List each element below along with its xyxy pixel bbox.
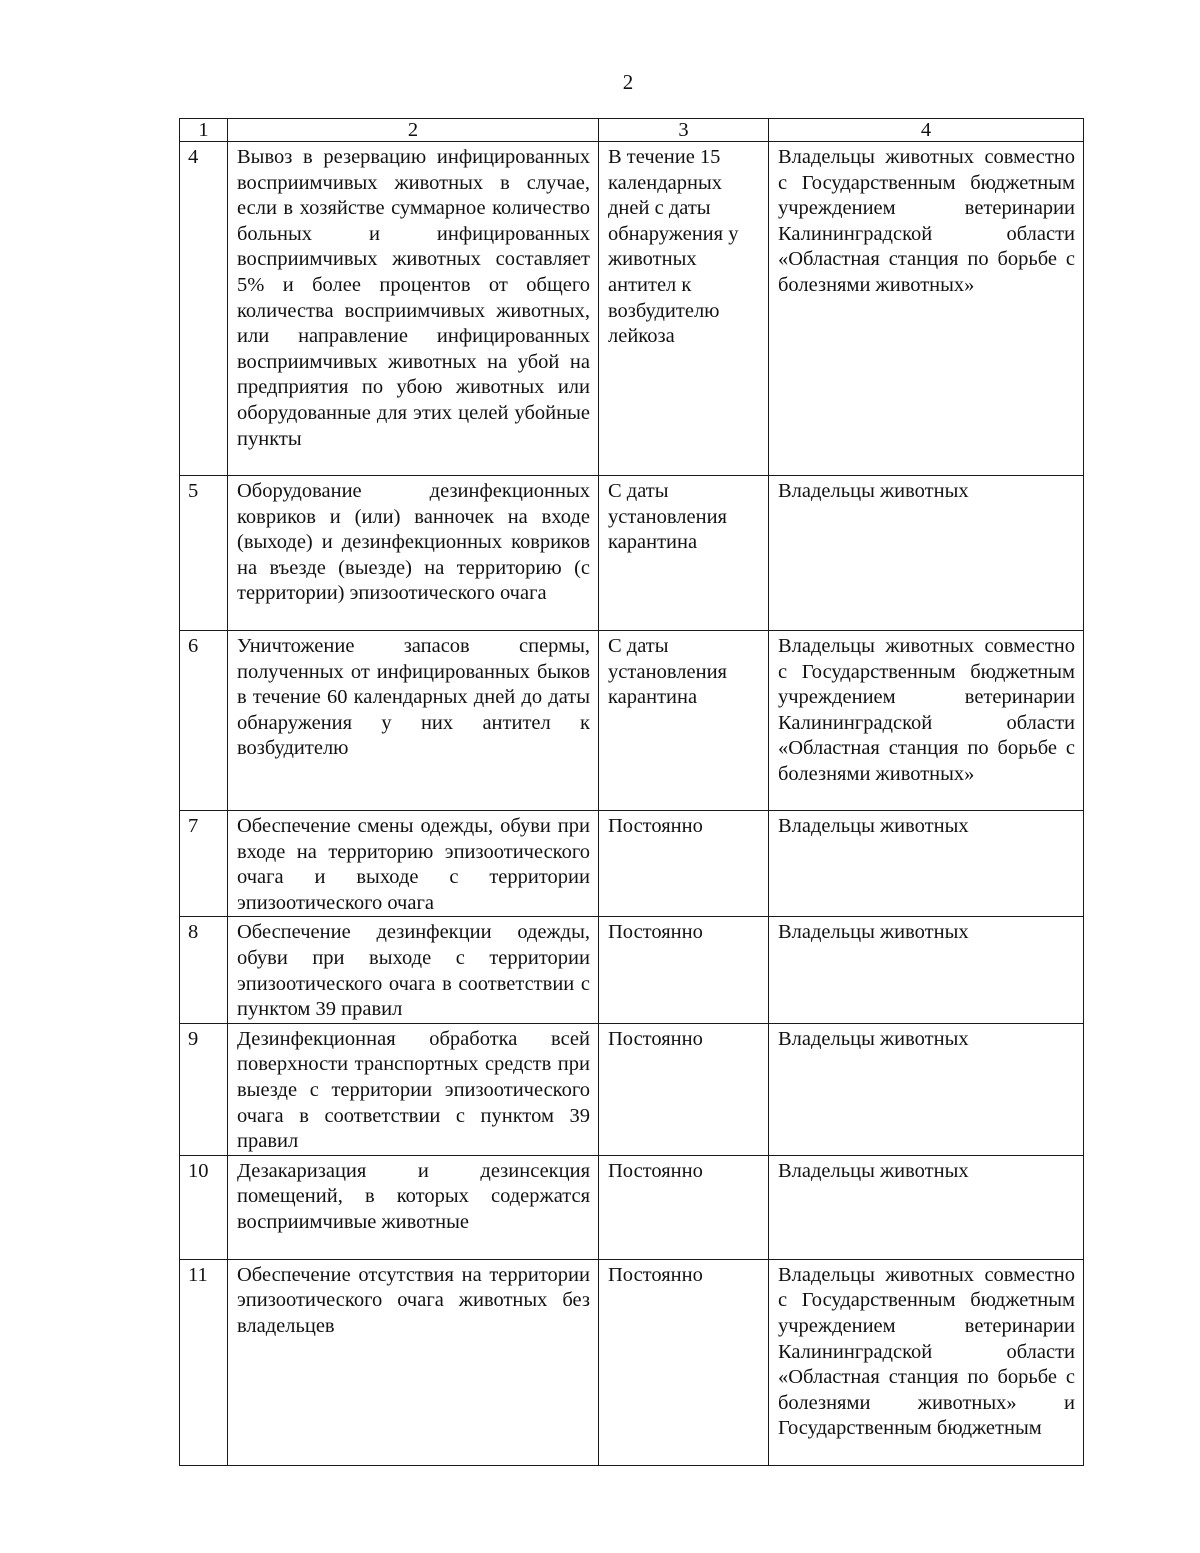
table-row (180, 1259, 1084, 1465)
term-cell: Постоянно (599, 1155, 769, 1259)
table-row (180, 631, 1084, 811)
responsible-cell: Владельцы животных совместно с Государственным бюджетным учреждением ветеринарии Калининградской области «Областная станция по борьбе с болезнями животных» (769, 631, 1084, 811)
table-row (180, 1155, 1084, 1259)
measure-cell: Дезакаризация и дезинсекция помещений, в которых содержатся восприимчивые животные (228, 1155, 599, 1259)
responsible-cell: Владельцы животных (769, 1155, 1084, 1259)
measure-cell: Обеспечение смены одежды, обуви при входе на территорию эпизоотического очага и выходе с территории эпизоотического очага (228, 811, 599, 917)
table-row (180, 917, 1084, 1023)
responsible-cell: Владельцы животных (769, 917, 1084, 1023)
measure-cell: Обеспечение отсутствия на территории эпизоотического очага животных без владельцев (228, 1259, 599, 1465)
table-row (180, 142, 1084, 476)
term-cell: Постоянно (599, 1259, 769, 1465)
table-row (180, 1023, 1084, 1155)
responsible-cell: Владельцы животных совместно с Государственным бюджетным учреждением ветеринарии Калининградской области «Областная станция по борьбе с болезнями животных» (769, 142, 1084, 476)
table-row (180, 476, 1084, 631)
responsible-cell: Владельцы животных совместно с Государственным бюджетным учреждением ветеринарии Калининградской области «Областная станция по борьбе с болезнями животных» и Государственным бюджетным (769, 1259, 1084, 1465)
measure-cell: Вывоз в резервацию инфицированных восприимчивых животных в случае, если в хозяйстве суммарное количество больных и инфицированных восприимчивых животных составляет 5% и более процентов от общего количества восприимчивых животных, или направление инфицированных восприимчивых животных на убой на предприятия по убою животных или оборудованные для этих целей убойные пункты (228, 142, 599, 476)
term-cell: В течение 15 календарных дней с даты обнаружения у животных антител к возбудителю лейкоза (599, 142, 769, 476)
table-header-row (180, 119, 1084, 142)
header-cell: 3 (599, 119, 769, 142)
measure-cell: Обеспечение дезинфекции одежды, обуви при выходе с территории эпизоотического очага в соответствии с пунктом 39 правил (228, 917, 599, 1023)
measures-table (179, 118, 1084, 1466)
term-cell: С даты установления карантина (599, 476, 769, 631)
row-number: 6 (180, 631, 228, 811)
row-number: 10 (180, 1155, 228, 1259)
term-cell: Постоянно (599, 1023, 769, 1155)
measure-cell: Оборудование дезинфекционных ковриков и (или) ванночек на входе (выходе) и дезинфекционных ковриков на въезде (выезде) на территорию (с территории) эпизоотического очага (228, 476, 599, 631)
header-cell: 2 (228, 119, 599, 142)
header-cell: 4 (769, 119, 1084, 142)
row-number: 7 (180, 811, 228, 917)
header-cell: 1 (180, 119, 228, 142)
row-number: 8 (180, 917, 228, 1023)
row-number: 9 (180, 1023, 228, 1155)
row-number: 4 (180, 142, 228, 476)
table-row (180, 811, 1084, 917)
term-cell: Постоянно (599, 811, 769, 917)
responsible-cell: Владельцы животных (769, 1023, 1084, 1155)
measure-cell: Дезинфекционная обработка всей поверхности транспортных средств при выезде с территории эпизоотического очага в соответствии с пунктом 39 правил (228, 1023, 599, 1155)
page-number: 2 (622, 70, 634, 94)
term-cell: С даты установления карантина (599, 631, 769, 811)
responsible-cell: Владельцы животных (769, 811, 1084, 917)
responsible-cell: Владельцы животных (769, 476, 1084, 631)
row-number: 11 (180, 1259, 228, 1465)
term-cell: Постоянно (599, 917, 769, 1023)
row-number: 5 (180, 476, 228, 631)
measure-cell: Уничтожение запасов спермы, полученных от инфицированных быков в течение 60 календарных дней до даты обнаружения у них антител к возбудителю (228, 631, 599, 811)
